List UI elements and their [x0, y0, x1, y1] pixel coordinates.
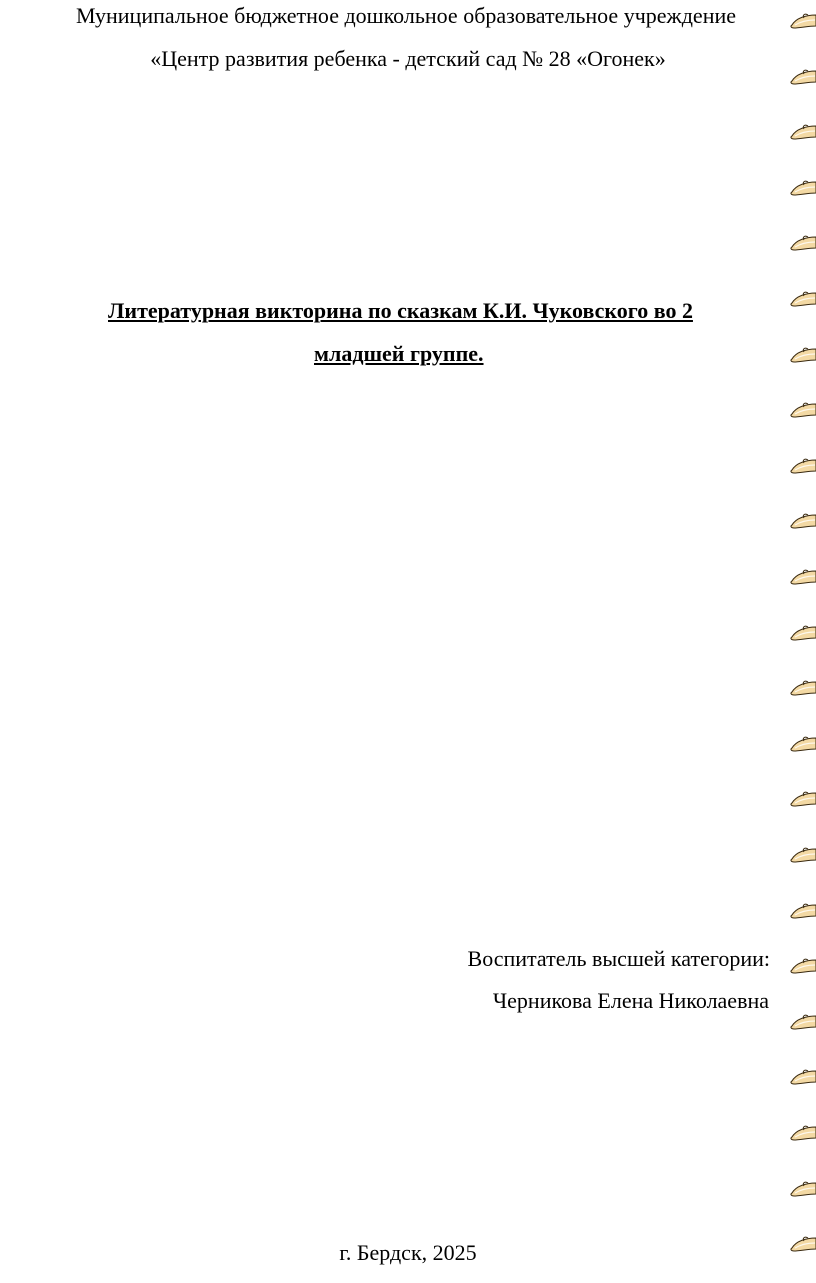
- notebook-spiral-ring-icon: [790, 846, 816, 866]
- notebook-spiral-ring-icon: [790, 1068, 816, 1088]
- notebook-spiral-ring-icon: [790, 290, 816, 310]
- notebook-spiral-ring-icon: [790, 457, 816, 477]
- notebook-spiral-ring-icon: [790, 512, 816, 532]
- institution-name-line-2: [0, 45, 816, 73]
- notebook-spiral-ring-icon: [790, 902, 816, 922]
- notebook-spiral-ring-icon: [790, 568, 816, 588]
- notebook-spiral-ring-icon: [790, 68, 816, 88]
- author-role: Воспитатель высшей категории:: [467, 946, 770, 971]
- document-title-line-1: Литературная викторина по сказкам К.И. Чуковского во 2: [108, 298, 693, 323]
- notebook-spiral-ring-icon: [790, 1013, 816, 1033]
- institution-name-line-1: [0, 2, 816, 30]
- notebook-spiral-ring-icon: [790, 401, 816, 421]
- notebook-spiral-ring-icon: [790, 123, 816, 143]
- notebook-spiral-ring-icon: [790, 790, 816, 810]
- notebook-spiral-ring-icon: [790, 624, 816, 644]
- notebook-binding: [790, 0, 816, 1283]
- institution-name-text-2: «Центр развития ребенка - детский сад № 28 «Огонек»: [150, 46, 666, 71]
- notebook-spiral-ring-icon: [790, 679, 816, 699]
- notebook-spiral-ring-icon: [790, 179, 816, 199]
- notebook-spiral-ring-icon: [790, 957, 816, 977]
- notebook-spiral-ring-icon: [790, 1180, 816, 1200]
- city-year: г. Бердск, 2025: [339, 1240, 477, 1265]
- notebook-spiral-ring-icon: [790, 1235, 816, 1255]
- notebook-spiral-ring-icon: [790, 12, 816, 32]
- notebook-spiral-ring-icon: [790, 735, 816, 755]
- notebook-spiral-ring-icon: [790, 234, 816, 254]
- notebook-spiral-ring-icon: [790, 346, 816, 366]
- institution-name-text-1: Муниципальное бюджетное дошкольное образовательное учреждение: [76, 3, 736, 28]
- notebook-spiral-ring-icon: [790, 1124, 816, 1144]
- document-title-line-2: младшей группе.: [314, 341, 484, 366]
- author-name: Черникова Елена Николаевна: [492, 988, 769, 1013]
